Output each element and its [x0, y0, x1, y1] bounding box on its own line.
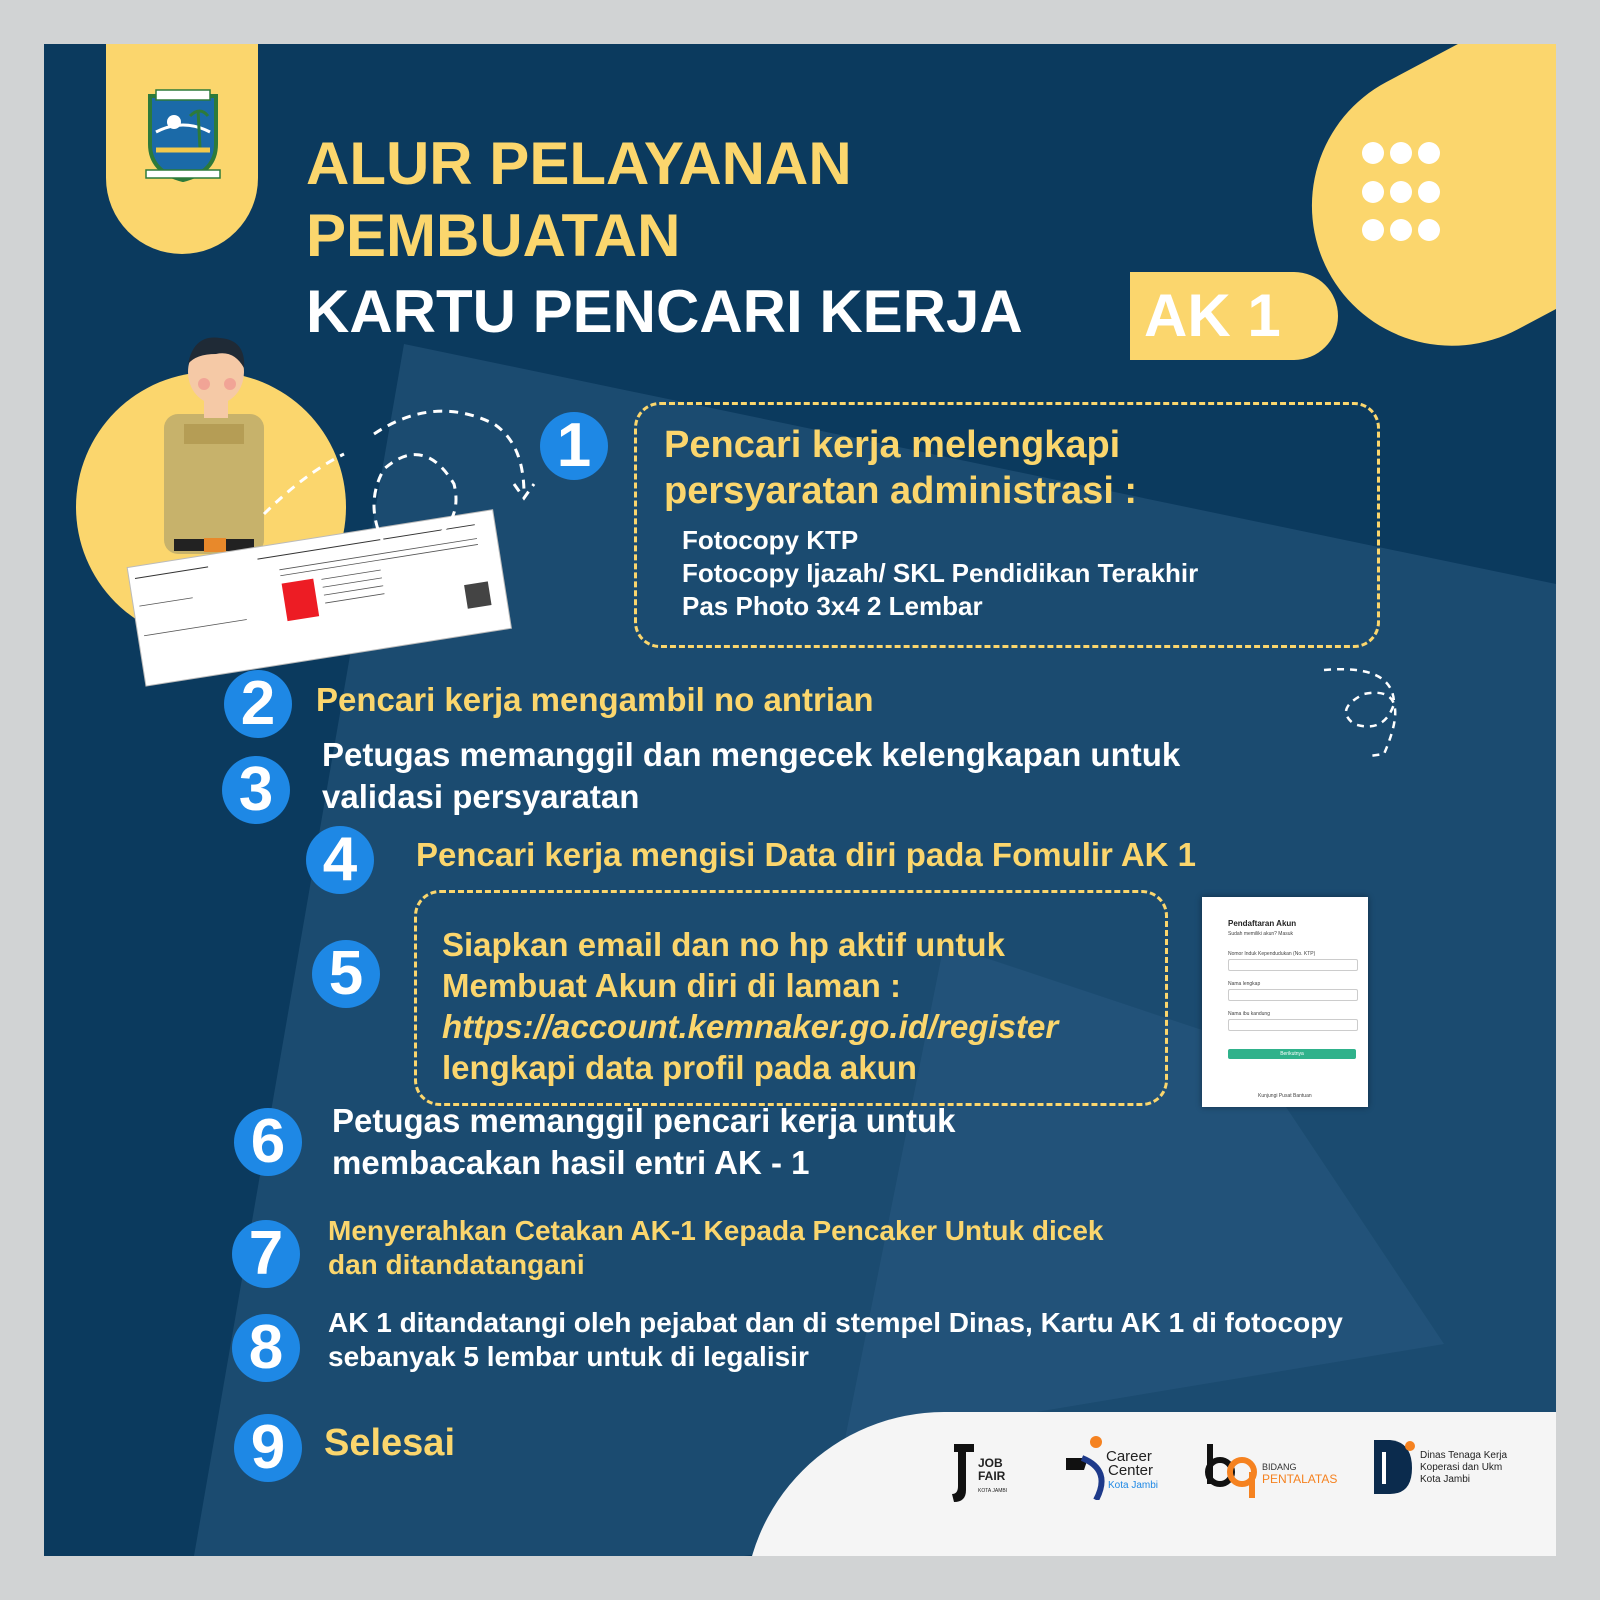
dot-grid-icon [1362, 142, 1450, 252]
step-8-line-1: AK 1 ditandatangi oleh pejabat dan di stempel Dinas, Kartu AK 1 di fotocopy [328, 1307, 1343, 1338]
requirements-list [682, 524, 1198, 623]
step-9-text: Selesai [324, 1422, 455, 1464]
step-5-line-4: lengkapi data profil pada akun [442, 1049, 917, 1086]
career-center-word: Career [1106, 1448, 1152, 1465]
officer-with-form-illustration [44, 284, 564, 704]
step-3-line-1: Petugas memanggil dan mengecek kelengkapan untuk [322, 736, 1181, 773]
requirement-item: Pas Photo 3x4 2 Lembar [682, 591, 983, 621]
signup-field-label: Nomor Induk Kependudukan (No. KTP) [1228, 951, 1316, 957]
signup-field [1228, 1019, 1358, 1031]
dinas-name-line: Dinas Tenaga Kerja [1420, 1450, 1508, 1461]
step-5-text [442, 924, 1058, 1088]
step-2-text: Pencari kerja mengambil no antrian [316, 681, 874, 718]
signup-field [1228, 989, 1358, 1001]
pentalatas-label: BIDANG [1262, 1462, 1297, 1472]
title-line-2: PEMBUATAN [306, 202, 681, 269]
dinas-name-line: Koperasi dan Ukm [1420, 1462, 1503, 1473]
signup-screenshot [1202, 897, 1368, 1107]
step-7-line-1: Menyerahkan Cetakan AK-1 Kepada Pencaker Untuk dicek [328, 1215, 1104, 1246]
step-4-number: 4 [306, 826, 374, 894]
title-line-1: ALUR PELAYANAN [306, 130, 852, 197]
signup-subtitle: Sudah memiliki akun? Masuk [1228, 931, 1294, 937]
step-1-title-line-1: Pencari kerja melengkapi [664, 424, 1121, 466]
step-3-line-2: validasi persyaratan [322, 778, 640, 815]
step-5-line-1: Siapkan email dan no hp aktif untuk [442, 926, 1005, 963]
job-fair-logo [950, 1442, 1014, 1504]
requirement-item: Fotocopy KTP [682, 525, 859, 555]
step-7-number: 7 [232, 1220, 300, 1288]
signup-next-label: Berikutnya [1280, 1051, 1304, 1057]
bidang-pentalatas-logo [1204, 1440, 1354, 1502]
career-center-city: Kota Jambi [1108, 1480, 1159, 1491]
officer-figure [164, 338, 264, 554]
title-line-3: KARTU PENCARI KERJA [306, 278, 1023, 345]
step-7-line-2: dan ditandatangani [328, 1249, 585, 1280]
signup-field-label: Nama ibu kandung [1228, 1011, 1270, 1017]
career-center-logo [1062, 1436, 1172, 1506]
job-fair-word: FAIR [978, 1469, 1006, 1483]
job-fair-mark-icon [950, 1442, 976, 1504]
career-center-mark-icon [1062, 1436, 1112, 1500]
step-5-number: 5 [312, 940, 380, 1008]
dinas-mark-icon [1370, 1436, 1416, 1498]
step-1-title-line-2: persyaratan administrasi : [664, 470, 1138, 512]
job-fair-word: JOB [978, 1456, 1003, 1470]
register-link[interactable] [442, 1006, 1058, 1047]
step-6-line-1: Petugas memanggil pencari kerja untuk [332, 1102, 956, 1139]
signup-field [1228, 959, 1358, 971]
pentalatas-name: PENTALATAS [1262, 1472, 1338, 1486]
step-2-number: 2 [224, 670, 292, 738]
dinas-logo [1370, 1436, 1530, 1502]
signup-field-label: Nama lengkap [1228, 981, 1261, 987]
pentalatas-mark-icon [1204, 1440, 1258, 1500]
career-center-word: Center [1108, 1462, 1154, 1479]
step-6-number: 6 [234, 1108, 302, 1176]
step-6-line-2: membacakan hasil entri AK - 1 [332, 1144, 810, 1181]
step-9-number: 9 [234, 1414, 302, 1482]
step-8-line-2: sebanyak 5 lembar untuk di legalisir [328, 1341, 809, 1372]
signup-title: Pendaftaran Akun [1228, 919, 1297, 928]
ak1-badge [1130, 272, 1338, 360]
poster [44, 44, 1556, 1556]
step-3-number: 3 [222, 756, 290, 824]
kota-jambi-emblem-icon [144, 88, 222, 184]
curved-arrow-icon [1314, 664, 1434, 774]
register-url[interactable]: https://account.kemnaker.go.id/register [442, 1008, 1059, 1045]
ak1-badge-label: AK 1 [1144, 282, 1281, 349]
step-1-number: 1 [540, 412, 608, 480]
step-8-number: 8 [232, 1314, 300, 1382]
signup-next-button [1228, 1049, 1356, 1059]
step-5-line-2: Membuat Akun diri di laman : [442, 967, 901, 1004]
dinas-name-line: Kota Jambi [1420, 1474, 1471, 1485]
job-fair-city: KOTA JAMBI [978, 1488, 1008, 1494]
step-4-text: Pencari kerja mengisi Data diri pada Fomulir AK 1 [416, 836, 1197, 873]
requirement-item: Fotocopy Ijazah/ SKL Pendidikan Terakhir [682, 558, 1199, 588]
signup-footer: Kunjungi Pusat Bantuan [1258, 1093, 1312, 1099]
